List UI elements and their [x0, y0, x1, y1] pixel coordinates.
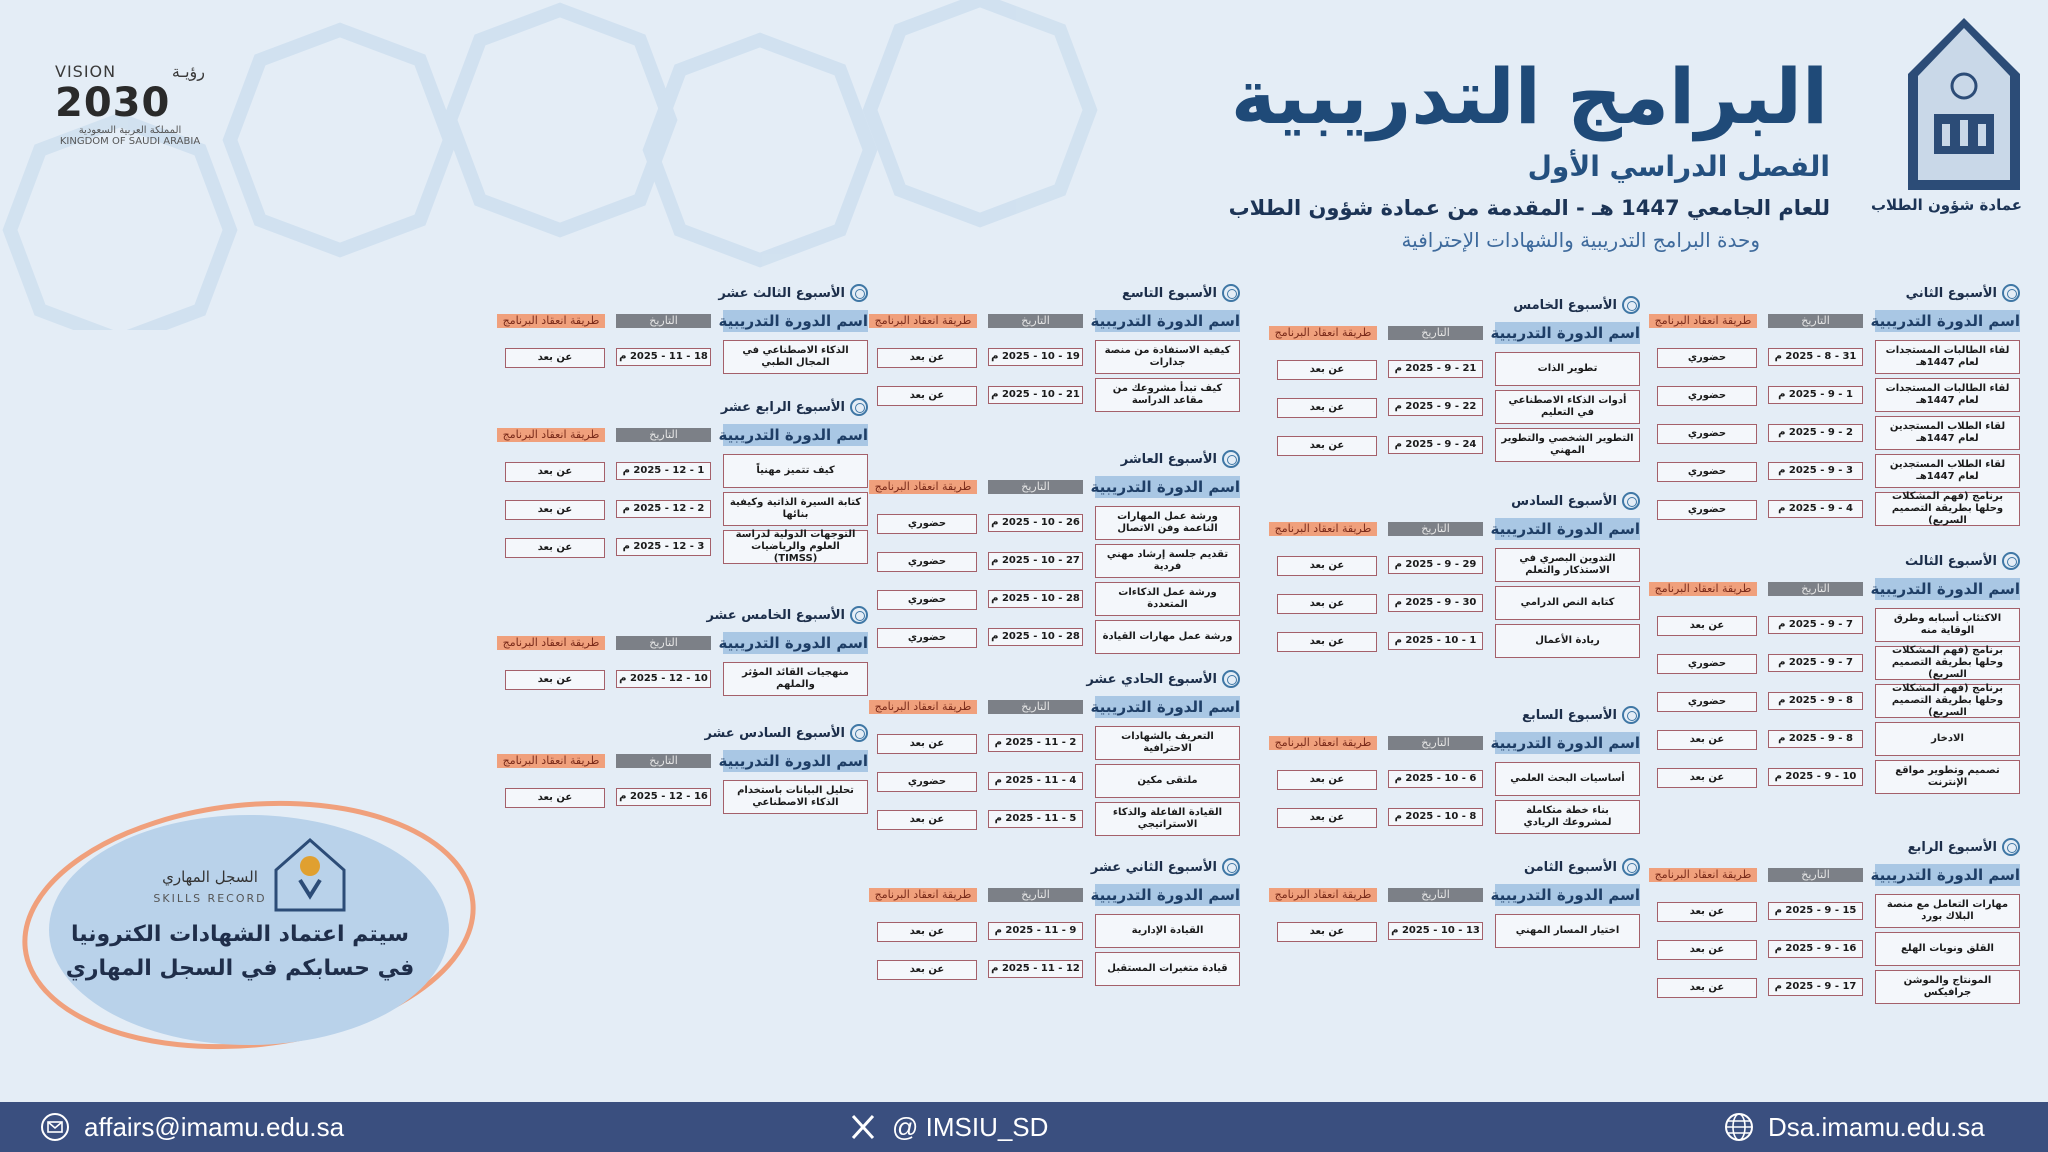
header-name: اسم الدورة التدريبية: [1090, 478, 1240, 496]
flower-icon: [1622, 296, 1640, 314]
cell-name: منهجيات القائد المؤثر والملهم: [723, 662, 868, 696]
cell-date: 21 - 9 - 2025 م: [1388, 360, 1483, 378]
cell-name: لقاء الطلاب المستجدين لعام 1447هـ: [1875, 454, 2020, 488]
cell-name: لقاء الطالبات المستجدات لعام 1447هـ: [1875, 378, 2020, 412]
cell-date: 31 - 8 - 2025 م: [1768, 348, 1863, 366]
cell-date: 2 - 9 - 2025 م: [1768, 424, 1863, 442]
flower-icon: [850, 606, 868, 624]
table-header: [840, 696, 1240, 716]
header-date: التاريخ: [616, 754, 711, 768]
cell-method: حضوري: [1657, 424, 1757, 444]
table-header: [1240, 518, 1640, 538]
table-header: [840, 310, 1240, 330]
cell-date: 30 - 9 - 2025 م: [1388, 594, 1483, 612]
cell-name: التوجهات الدولية لدراسة العلوم والرياضيات (TIMSS): [723, 530, 868, 564]
x-icon: [848, 1112, 878, 1142]
week-title-text: الأسبوع الثالث عشر: [718, 285, 845, 301]
week-title: [1524, 858, 1640, 876]
week-title-text: الأسبوع السادس عشر: [704, 725, 845, 741]
header-name: اسم الدورة التدريبية: [718, 312, 868, 330]
cell-method: حضوري: [877, 552, 977, 572]
table-row: [840, 726, 1240, 762]
footer-website-text: Dsa.imamu.edu.sa: [1768, 1111, 1985, 1142]
header-date: التاريخ: [988, 700, 1083, 714]
table-row: [840, 802, 1240, 838]
cell-date: 7 - 9 - 2025 م: [1768, 616, 1863, 634]
table-row: [1240, 800, 1640, 836]
header-method: طريقة انعقاد البرنامج: [869, 888, 977, 902]
table-row: [1620, 416, 2020, 452]
footer-bar: [0, 1102, 2048, 1152]
header-method: طريقة انعقاد البرنامج: [1269, 326, 1377, 340]
week-title-text: الأسبوع الثامن: [1523, 859, 1617, 875]
flower-icon: [1222, 284, 1240, 302]
flower-icon: [1622, 492, 1640, 510]
cell-date: 4 - 11 - 2025 م: [988, 772, 1083, 790]
header-name: اسم الدورة التدريبية: [718, 752, 868, 770]
cell-date: 6 - 10 - 2025 م: [1388, 770, 1483, 788]
cell-method: حضوري: [877, 772, 977, 792]
header-name: اسم الدورة التدريبية: [1490, 520, 1640, 538]
week-title: [721, 398, 868, 416]
week-title-text: الأسبوع التاسع: [1122, 285, 1217, 301]
footer-email-text: affairs@imamu.edu.sa: [84, 1111, 345, 1142]
table-header: [1620, 578, 2020, 598]
cell-name: تطوير الذات: [1495, 352, 1640, 386]
cell-name: كيف تبدأ مشروعك من مقاعد الدراسة: [1095, 378, 1240, 412]
header-name: اسم الدورة التدريبية: [718, 426, 868, 444]
table-header: [1240, 732, 1640, 752]
week-title-text: الأسبوع الثالث: [1905, 553, 1997, 569]
week-title: [1905, 552, 2020, 570]
table-row: [1620, 970, 2020, 1006]
cell-name: التعريف بالشهادات الاحترافية: [1095, 726, 1240, 760]
cell-method: حضوري: [877, 514, 977, 534]
cell-name: كتابة النص الدرامي: [1495, 586, 1640, 620]
cell-method: حضوري: [1657, 500, 1757, 520]
week-title: [1511, 492, 1640, 510]
cell-method: عن بعد: [877, 960, 977, 980]
flower-icon: [1222, 670, 1240, 688]
cell-name: ورشة عمل الذكاءات المتعددة: [1095, 582, 1240, 616]
table-header: [1240, 884, 1640, 904]
header-name: اسم الدورة التدريبية: [1490, 324, 1640, 342]
vision-ar: رؤيـة: [171, 62, 205, 81]
footer-social[interactable]: [848, 1102, 1048, 1152]
table-header: [840, 884, 1240, 904]
cell-date: 12 - 11 - 2025 م: [988, 960, 1083, 978]
cell-date: 7 - 9 - 2025 م: [1768, 654, 1863, 672]
cell-date: 10 - 12 - 2025 م: [616, 670, 711, 688]
cell-method: عن بعد: [1657, 940, 1757, 960]
flower-icon: [1222, 858, 1240, 876]
cell-name: بناء خطة متكاملة لمشروعك الريادي: [1495, 800, 1640, 834]
cell-method: عن بعد: [877, 386, 977, 406]
table-row: [1620, 722, 2020, 758]
cell-method: عن بعد: [877, 922, 977, 942]
skills-record-brand: السجل المهاري: [162, 868, 258, 886]
flower-icon: [2002, 838, 2020, 856]
cell-date: 16 - 12 - 2025 م: [616, 788, 711, 806]
header-date: التاريخ: [1388, 326, 1483, 340]
cell-date: 1 - 9 - 2025 م: [1768, 386, 1863, 404]
cell-method: عن بعد: [505, 348, 605, 368]
academic-year-line: للعام الجامعي 1447 هـ - المقدمة من عمادة شؤون الطلاب: [1228, 196, 1830, 220]
header-date: التاريخ: [1388, 888, 1483, 902]
cell-method: عن بعد: [1277, 556, 1377, 576]
cell-method: حضوري: [1657, 654, 1757, 674]
cell-date: 28 - 10 - 2025 م: [988, 628, 1083, 646]
table-row: [1620, 760, 2020, 796]
cell-method: عن بعد: [505, 538, 605, 558]
cell-date: 15 - 9 - 2025 م: [1768, 902, 1863, 920]
header-name: اسم الدورة التدريبية: [1090, 698, 1240, 716]
table-row: [1620, 454, 2020, 490]
cell-date: 3 - 9 - 2025 م: [1768, 462, 1863, 480]
table-row: [468, 340, 868, 376]
week-title: [1906, 284, 2020, 302]
cell-name: كيف تتميز مهنياً: [723, 454, 868, 488]
table-row: [840, 620, 1240, 656]
cell-date: 9 - 11 - 2025 م: [988, 922, 1083, 940]
header-method: طريقة انعقاد البرنامج: [1269, 522, 1377, 536]
table-row: [1620, 608, 2020, 644]
cell-name: كتابة السيرة الذاتية وكيفية بنائها: [723, 492, 868, 526]
skills-record-line1: سيتم اعتماد الشهادات الكترونيا: [70, 922, 410, 947]
cell-date: 3 - 12 - 2025 م: [616, 538, 711, 556]
header-method: طريقة انعقاد البرنامج: [1269, 888, 1377, 902]
table-row: [840, 582, 1240, 618]
table-row: [840, 340, 1240, 376]
cell-method: عن بعد: [505, 500, 605, 520]
header-method: طريقة انعقاد البرنامج: [869, 480, 977, 494]
cell-method: عن بعد: [877, 734, 977, 754]
cell-name: المونتاج والموشن جرافيكس: [1875, 970, 2020, 1004]
cell-name: تقديم جلسة إرشاد مهني فردية: [1095, 544, 1240, 578]
cell-date: 1 - 12 - 2025 م: [616, 462, 711, 480]
table-header: [468, 750, 868, 770]
week-title: [1121, 450, 1240, 468]
table-row: [468, 454, 868, 490]
table-row: [840, 764, 1240, 800]
week-title-text: الأسبوع السادس: [1511, 493, 1617, 509]
week-title: [1122, 284, 1240, 302]
footer-social-text: @ IMSIU_SD: [892, 1111, 1049, 1142]
week-title-text: الأسبوع السابع: [1522, 707, 1617, 723]
table-row: [1240, 352, 1640, 388]
header-name: اسم الدورة التدريبية: [1490, 886, 1640, 904]
cell-date: 2 - 11 - 2025 م: [988, 734, 1083, 752]
header-date: التاريخ: [616, 428, 711, 442]
cell-method: عن بعد: [505, 670, 605, 690]
cell-name: أساسيات البحث العلمي: [1495, 762, 1640, 796]
cell-name: الذكاء الاصطناعي في المجال الطبي: [723, 340, 868, 374]
table-row: [468, 662, 868, 698]
header-date: التاريخ: [1768, 868, 1863, 882]
cell-method: عن بعد: [1657, 978, 1757, 998]
table-row: [468, 492, 868, 528]
cell-date: 13 - 10 - 2025 م: [1388, 922, 1483, 940]
header-name: اسم الدورة التدريبية: [1870, 580, 2020, 598]
header-date: التاريخ: [988, 480, 1083, 494]
week-title-text: الأسبوع الثاني: [1905, 285, 1997, 301]
header-method: طريقة انعقاد البرنامج: [497, 636, 605, 650]
header-method: طريقة انعقاد البرنامج: [869, 314, 977, 328]
header-name: اسم الدورة التدريبية: [1090, 312, 1240, 330]
cell-name: برنامج (فهم المشكلات وحلها بطريقة التصميم السريع): [1875, 646, 2020, 680]
vision-year: 2030: [55, 80, 171, 126]
header-date: التاريخ: [988, 888, 1083, 902]
cell-name: كيفية الاستفادة من منصة جدارات: [1095, 340, 1240, 374]
skills-record-brand-en: SKILLS RECORD: [153, 892, 267, 905]
header-method: طريقة انعقاد البرنامج: [1649, 868, 1757, 882]
vision-en: VISION: [55, 62, 117, 81]
cell-method: عن بعد: [505, 788, 605, 808]
cell-date: 5 - 11 - 2025 م: [988, 810, 1083, 828]
cell-date: 21 - 10 - 2025 م: [988, 386, 1083, 404]
header-date: التاريخ: [616, 636, 711, 650]
cell-name: اختيار المسار المهني: [1495, 914, 1640, 948]
cell-method: عن بعد: [1277, 808, 1377, 828]
cell-date: 4 - 9 - 2025 م: [1768, 500, 1863, 518]
table-row: [1240, 390, 1640, 426]
cell-date: 8 - 9 - 2025 م: [1768, 692, 1863, 710]
cell-name: تصميم وتطوير مواقع الإنترنت: [1875, 760, 2020, 794]
table-row: [1240, 914, 1640, 950]
cell-method: عن بعد: [505, 462, 605, 482]
cell-date: 19 - 10 - 2025 م: [988, 348, 1083, 366]
table-row: [1620, 646, 2020, 682]
cell-name: برنامج (فهم المشكلات وحلها بطريقة التصميم السريع): [1875, 492, 2020, 526]
cell-method: عن بعد: [1657, 616, 1757, 636]
table-row: [1620, 378, 2020, 414]
table-row: [1240, 428, 1640, 464]
cell-name: ورشة عمل المهارات الناعمة وفن الاتصال: [1095, 506, 1240, 540]
table-header: [468, 424, 868, 444]
flower-icon: [2002, 552, 2020, 570]
flower-icon: [850, 724, 868, 742]
flower-icon: [1622, 706, 1640, 724]
cell-method: حضوري: [1657, 386, 1757, 406]
vision-sub-ar: المملكة العربية السعودية: [78, 125, 182, 136]
cell-method: عن بعد: [1277, 436, 1377, 456]
header-method: طريقة انعقاد البرنامج: [1649, 582, 1757, 596]
week-title: [1908, 838, 2020, 856]
table-row: [840, 544, 1240, 580]
cell-name: ريادة الأعمال: [1495, 624, 1640, 658]
header-method: طريقة انعقاد البرنامج: [869, 700, 977, 714]
header-name: اسم الدورة التدريبية: [718, 634, 868, 652]
header-date: التاريخ: [1388, 736, 1483, 750]
table-row: [1620, 340, 2020, 376]
mail-icon: [40, 1112, 70, 1142]
footer-website[interactable]: [1724, 1102, 1985, 1152]
table-header: [1620, 864, 2020, 884]
week-title-text: الأسبوع الحادي عشر: [1086, 671, 1217, 687]
page-title: البرامج التدريبية: [1230, 52, 1828, 141]
table-row: [1620, 932, 2020, 968]
cell-method: عن بعد: [1277, 398, 1377, 418]
table-row: [840, 914, 1240, 950]
header-method: طريقة انعقاد البرنامج: [497, 754, 605, 768]
header-method: طريقة انعقاد البرنامج: [1269, 736, 1377, 750]
table-header: [1620, 310, 2020, 330]
cell-date: 10 - 9 - 2025 م: [1768, 768, 1863, 786]
cell-name: مهارات التعامل مع منصة البلاك بورد: [1875, 894, 2020, 928]
cell-method: حضوري: [877, 628, 977, 648]
university-logo: [1904, 14, 2024, 194]
header-name: اسم الدورة التدريبية: [1870, 866, 2020, 884]
header-method: طريقة انعقاد البرنامج: [1649, 314, 1757, 328]
logo-caption: عمادة شؤون الطلاب: [1870, 196, 2022, 214]
table-row: [1240, 548, 1640, 584]
week-title: [1091, 858, 1240, 876]
week-title-text: الأسبوع الثاني عشر: [1090, 859, 1217, 875]
cell-method: عن بعد: [877, 348, 977, 368]
vision-2030-logo: [55, 62, 205, 147]
flower-icon: [1622, 858, 1640, 876]
table-row: [840, 506, 1240, 542]
cell-date: 28 - 10 - 2025 م: [988, 590, 1083, 608]
table-row: [1620, 684, 2020, 720]
cell-date: 29 - 9 - 2025 م: [1388, 556, 1483, 574]
table-header: [468, 632, 868, 652]
table-row: [840, 378, 1240, 414]
cell-name: التطوير الشخصي والتطوير المهني: [1495, 428, 1640, 462]
cell-date: 17 - 9 - 2025 م: [1768, 978, 1863, 996]
cell-method: عن بعد: [1277, 770, 1377, 790]
semester-subtitle: الفصل الدراسي الأول: [1527, 150, 1830, 183]
week-title: [1086, 670, 1240, 688]
week-title: [706, 606, 868, 624]
week-title: [718, 284, 868, 302]
cell-date: 1 - 10 - 2025 م: [1388, 632, 1483, 650]
cell-date: 18 - 11 - 2025 م: [616, 348, 711, 366]
table-header: [468, 310, 868, 330]
header-date: التاريخ: [988, 314, 1083, 328]
header-date: التاريخ: [616, 314, 711, 328]
vision-sub-en: KINGDOM OF SAUDI ARABIA: [59, 136, 201, 147]
cell-method: عن بعد: [1277, 632, 1377, 652]
unit-line: وحدة البرامج التدريبية والشهادات الإحترافية: [1401, 228, 1760, 252]
cell-method: عن بعد: [877, 810, 977, 830]
cell-method: حضوري: [1657, 348, 1757, 368]
header-method: طريقة انعقاد البرنامج: [497, 314, 605, 328]
week-title: [704, 724, 868, 742]
flower-icon: [850, 398, 868, 416]
table-row: [468, 530, 868, 566]
week-title-text: الأسبوع الرابع: [1907, 839, 1997, 855]
cell-date: 26 - 10 - 2025 م: [988, 514, 1083, 532]
footer-email[interactable]: [40, 1102, 344, 1152]
cell-date: 22 - 9 - 2025 م: [1388, 398, 1483, 416]
header-date: التاريخ: [1388, 522, 1483, 536]
cell-method: عن بعد: [1657, 730, 1757, 750]
flower-icon: [1222, 450, 1240, 468]
cell-date: 8 - 9 - 2025 م: [1768, 730, 1863, 748]
cell-date: 24 - 9 - 2025 م: [1388, 436, 1483, 454]
cell-name: القلق ونوبات الهلع: [1875, 932, 2020, 966]
header-name: اسم الدورة التدريبية: [1090, 886, 1240, 904]
cell-name: القيادة الفاعلة والذكاء الاستراتيجي: [1095, 802, 1240, 836]
cell-name: ملتقى مكين: [1095, 764, 1240, 798]
header-date: التاريخ: [1768, 314, 1863, 328]
week-title-text: الأسبوع العاشر: [1120, 451, 1217, 467]
flower-icon: [850, 284, 868, 302]
week-title-text: الأسبوع الخامس: [1513, 297, 1617, 313]
cell-date: 8 - 10 - 2025 م: [1388, 808, 1483, 826]
table-row: [1620, 894, 2020, 930]
cell-name: برنامج (فهم المشكلات وحلها بطريقة التصميم السريع): [1875, 684, 2020, 718]
cell-method: عن بعد: [1277, 922, 1377, 942]
cell-name: الادخار: [1875, 722, 2020, 756]
header-date: التاريخ: [1768, 582, 1863, 596]
cell-method: عن بعد: [1657, 902, 1757, 922]
cell-method: حضوري: [1657, 462, 1757, 482]
week-title-text: الأسبوع الخامس عشر: [706, 607, 845, 623]
cell-name: التدوين البصري في الاستذكار والتعلم: [1495, 548, 1640, 582]
table-row: [468, 780, 868, 816]
cell-date: 27 - 10 - 2025 م: [988, 552, 1083, 570]
cell-name: لقاء الطلاب المستجدين لعام 1447هـ: [1875, 416, 2020, 450]
table-row: [1240, 762, 1640, 798]
table-row: [1240, 624, 1640, 660]
header-name: اسم الدورة التدريبية: [1490, 734, 1640, 752]
table-header: [840, 476, 1240, 496]
table-header: [1240, 322, 1640, 342]
cell-name: ورشة عمل مهارات القيادة: [1095, 620, 1240, 654]
cell-method: عن بعد: [1657, 768, 1757, 788]
table-row: [840, 952, 1240, 988]
cell-method: حضوري: [1657, 692, 1757, 712]
header-method: طريقة انعقاد البرنامج: [497, 428, 605, 442]
week-title-text: الأسبوع الرابع عشر: [720, 399, 845, 415]
cell-name: لقاء الطالبات المستجدات لعام 1447هـ: [1875, 340, 2020, 374]
table-row: [1620, 492, 2020, 528]
week-title: [1522, 706, 1640, 724]
cell-name: القيادة الإدارية: [1095, 914, 1240, 948]
cell-method: حضوري: [877, 590, 977, 610]
cell-method: عن بعد: [1277, 594, 1377, 614]
cell-name: تحليل البيانات باستخدام الذكاء الاصطناعي: [723, 780, 868, 814]
header-name: اسم الدورة التدريبية: [1870, 312, 2020, 330]
cell-method: عن بعد: [1277, 360, 1377, 380]
cell-name: الاكتئاب أسبابه وطرق الوقاية منه: [1875, 608, 2020, 642]
cell-date: 16 - 9 - 2025 م: [1768, 940, 1863, 958]
table-row: [1240, 586, 1640, 622]
flower-icon: [2002, 284, 2020, 302]
skills-record-line2: في حسابكم في السجل المهاري: [65, 956, 415, 981]
cell-name: قيادة متغيرات المستقبل: [1095, 952, 1240, 986]
cell-name: أدوات الذكاء الاصطناعي في التعليم: [1495, 390, 1640, 424]
cell-date: 2 - 12 - 2025 م: [616, 500, 711, 518]
globe-icon: [1724, 1112, 1754, 1142]
week-title: [1513, 296, 1640, 314]
